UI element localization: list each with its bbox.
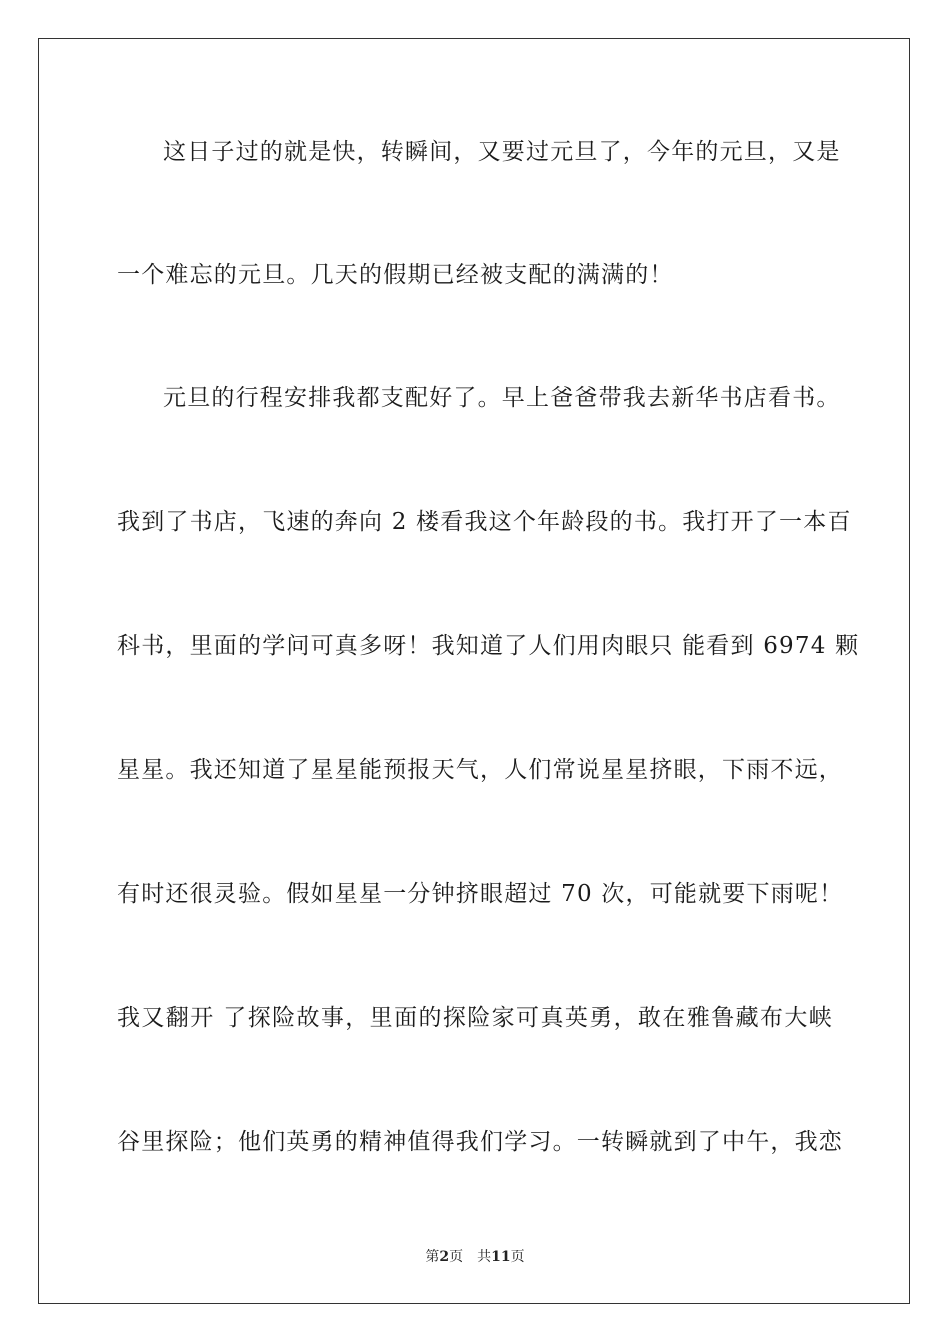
current-page-number: 2 (439, 1249, 450, 1265)
page-border (38, 38, 910, 1304)
footer-prefix: 第 (425, 1249, 440, 1265)
total-page-count: 11 (491, 1249, 511, 1265)
text-line-5: 科书，里面的学问可真多呀！我知道了人们用肉眼只 能看到 6974 颗 (117, 633, 860, 659)
text-line-9: 谷里探险；他们英勇的精神值得我们学习。一转瞬就到了中午，我恋 (117, 1129, 843, 1155)
footer-total-suffix: 页 (510, 1249, 525, 1265)
text-line-3: 元旦的行程安排我都支配好了。早上爸爸带我去新华书店看书。 (163, 385, 841, 411)
text-line-8: 我又翻开 了探险故事，里面的探险家可真英勇，敢在雅鲁藏布大峡 (117, 1005, 833, 1031)
text-line-1: 这日子过的就是快，转瞬间，又要过元旦了，今年的元旦，又是 (163, 139, 841, 165)
footer-page-suffix: 页 (449, 1249, 464, 1265)
text-line-6: 星星。我还知道了星星能预报天气，人们常说星星挤眼，下雨不远， (117, 757, 843, 783)
page-footer (0, 1248, 950, 1266)
footer-total-prefix: 共 (477, 1249, 492, 1265)
text-line-7: 有时还很灵验。假如星星一分钟挤眼超过 70 次，可能就要下雨呢！ (117, 881, 844, 907)
text-line-4: 我到了书店，飞速的奔向 2 楼看我这个年龄段的书。我打开了一本百 (117, 509, 852, 535)
text-line-2: 一个难忘的元旦。几天的假期已经被支配的满满的！ (117, 262, 674, 288)
